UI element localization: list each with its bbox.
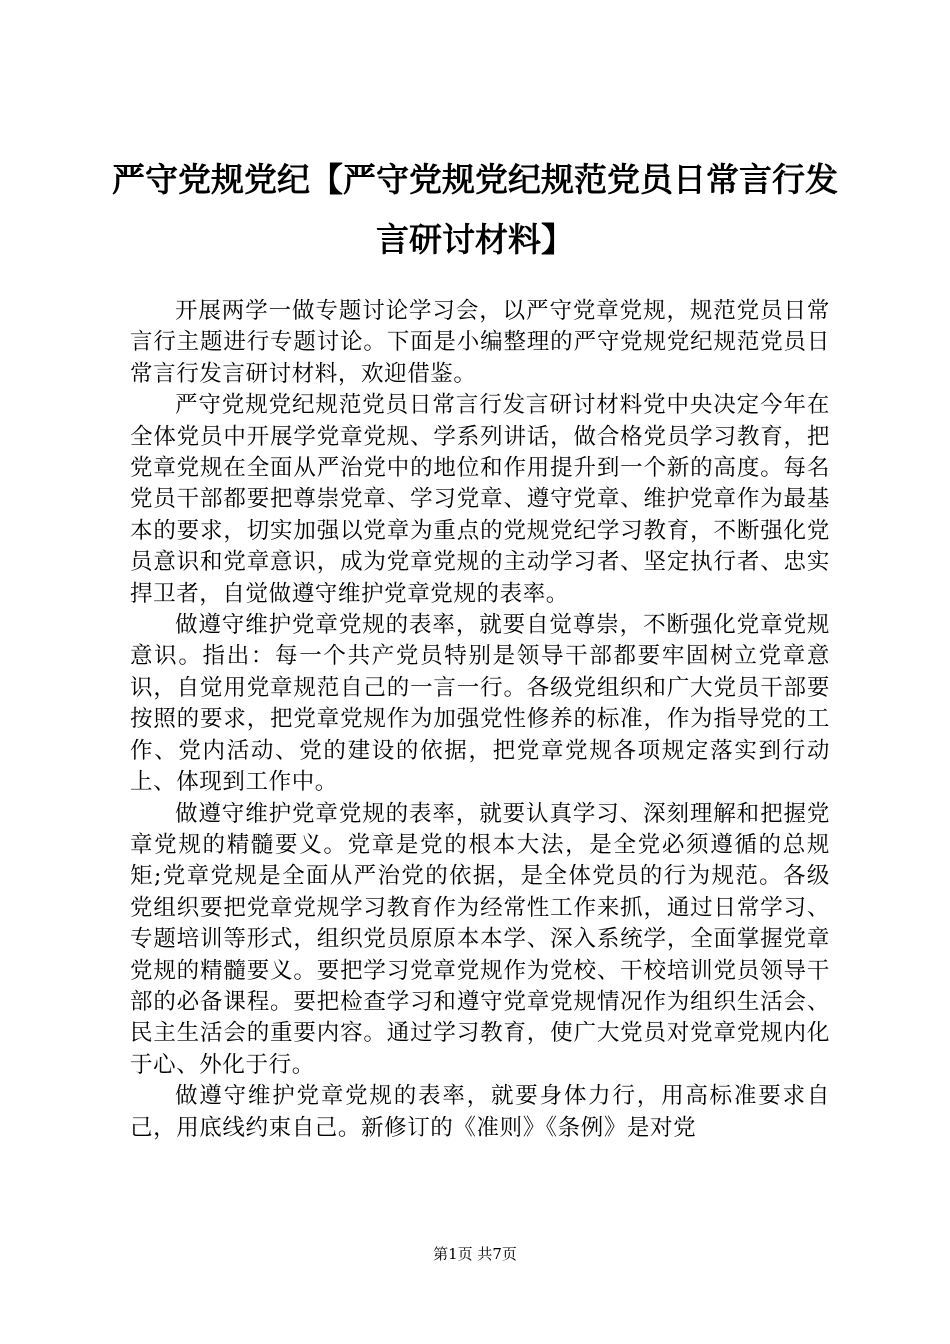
page-footer: 第1页 共7页 <box>433 1245 517 1263</box>
document-body <box>130 296 830 1144</box>
paragraph-intro: 开展两学一做专题讨论学习会，以严守党章党规，规范党员日常言行主题进行专题讨论。下面是小编整理的严守党规党纪规范党员日常言行发言研讨材料，欢迎借鉴。 <box>130 298 830 387</box>
paragraph-3: 做遵守维护党章党规的表率，就要自觉尊崇，不断强化党章党规意识。指出：每一个共产党员特别是领导干部都要牢固树立党章意识，自觉用党章规范自己的一言一行。各级党组织和广大党员干部要按照的要求，把党章党规作为加强党性修养的标准，作为指导党的工作、党内活动、党的建设的依据，把党章党规各项规定落实到行动上、体现到工作中。 <box>130 612 830 796</box>
document-title: 严守党规党纪【严守党规党纪规范党员日常言行发言研讨材料】 <box>112 160 838 259</box>
paragraph-4: 做遵守维护党章党规的表率，就要认真学习、深刻理解和把握党章党规的精髓要义。党章是党的根本大法，是全党必须遵循的总规矩;党章党规是全面从严治党的依据，是全体党员的行为规范。各级党组织要把党章党规学习教育作为经常性工作来抓，通过日常学习、专题培训等形式，组织党员原原本本学、深入系统学，全面掌握党章党规的精髓要义。要把学习党章党规作为党校、干校培训党员领导干部的必备课程。要把检查学习和遵守党章党规情况作为组织生活会、民主生活会的重要内容。通过学习教育，使广大党员对党章党规内化于心、外化于行。 <box>130 800 830 1078</box>
paragraph-5: 做遵守维护党章党规的表率，就要身体力行，用高标准要求自己，用底线约束自己。新修订的《准则》《条例》是对党 <box>130 1083 830 1141</box>
paragraph-2: 严守党规党纪规范党员日常言行发言研讨材料党中央决定今年在全体党员中开展学党章党规、学系列讲话，做合格党员学习教育，把党章党规在全面从严治党中的地位和作用提升到一个新的高度。每名党员干部都要把尊崇党章、学习党章、遵守党章、维护党章作为最基本的要求，切实加强以党章为重点的党规党纪学习教育，不断强化党员意识和党章意识，成为党章党规的主动学习者、坚定执行者、忠实捍卫者，自觉做遵守维护党章党规的表率。 <box>130 392 830 607</box>
